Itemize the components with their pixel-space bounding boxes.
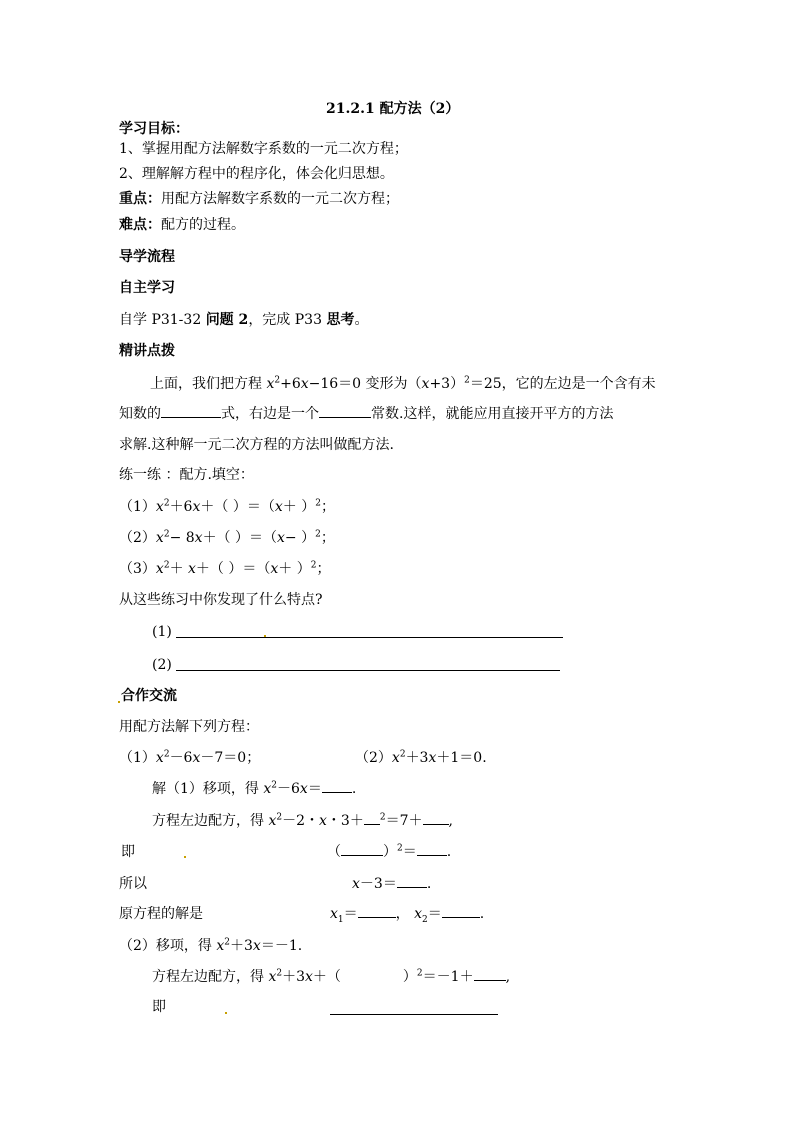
blank [417,843,447,856]
math-text: （ [327,844,341,860]
blank [319,405,371,418]
math-sup: 2 [224,937,230,948]
solution-2-step-3-blank [330,1014,498,1015]
solution-step-2: 方程左边配方，得 $x^2-2$・x・3＋ $^2$＝7＋ , [152,812,453,829]
math-text: ＝7＋ [385,813,423,829]
math-text: －3＝ [359,876,397,892]
blank [341,843,383,856]
math-text: ； [316,561,331,577]
math-var: x [216,938,225,954]
math-var: x [188,561,196,577]
math-sup: 2 [397,843,403,854]
math-text: ＝ [402,844,417,860]
math-text: －7＝0； [200,750,261,766]
solution-step-5: $x_1=$ ， $x_2=$ . [330,906,485,925]
math-var: x [155,561,164,577]
self-study-think: 思考 [326,312,355,328]
math-sup: 2 [163,560,170,571]
item-number: （1） [119,750,156,766]
math-sup: 2 [276,812,283,823]
solution-step-3-label: 即 [121,844,135,860]
math-var: x [266,376,275,392]
math-text: ＋1＝0. [436,750,487,766]
objectives-heading: 学习目标： [119,121,189,137]
math-sup: 2 [416,968,423,979]
math-text: ＋3 [405,750,429,766]
practice-item-2 [119,529,335,547]
math-var: x [274,499,283,515]
math-sup: 2 [379,812,386,823]
blank [161,405,221,418]
math-text: +3） [429,376,465,392]
math-var: x [428,750,437,766]
item-number: （1） [119,499,156,515]
lecture-text: ＝25，它的左边是一个含有未 [469,376,656,392]
cooperation-heading: 合作交流 [121,688,177,704]
stray-dot [264,635,266,637]
math-var: x [155,530,164,546]
solution-2-step-2: 方程左边配方，得 $x^2+3x+$（ ）$^2$＝－1＋ , [152,968,511,985]
math-text: 解（1）移项，得 [152,781,264,797]
item-number: （2） [119,530,156,546]
math-text: －6 [169,750,193,766]
math-text: +6 [280,376,301,392]
math-var: x [252,938,261,954]
lecture-text: 上面，我们把方程 [150,376,267,392]
math-var: x [330,906,338,922]
lecture-heading: 精讲点拨 [119,343,175,359]
math-text: ＋（ ）＝（ [202,530,278,546]
math-text: ＋（ [312,969,341,985]
difficulty-point [119,216,245,234]
math-var: x [391,750,400,766]
blank [322,780,352,793]
practice-question: 从这些练习中你发现了什么特点? [119,592,323,608]
math-var: x [277,530,285,546]
math-text: 方程左边配方，得 [152,969,269,985]
math-text: ＝ [307,781,322,797]
math-var: x [270,561,279,577]
math-sup: 2 [315,498,321,509]
math-text: ＋ ） [282,499,316,515]
math-var: x [352,876,360,892]
math-text: ； [320,530,335,546]
stray-dot [225,1012,227,1014]
stray-dot [118,701,120,703]
self-study-part5: 。 [354,312,369,328]
math-text: ＋ [169,561,189,577]
practice-heading: 练一练 ：配方.填空： [119,467,254,483]
lecture-text: 式，右边是一个 [221,406,319,422]
item-number: （3） [119,561,156,577]
math-sup: 2 [464,375,470,386]
math-text: ＝ [343,906,358,922]
math-text: − ） [284,530,316,546]
answer-2-line [176,670,560,671]
math-var: x [192,499,201,515]
blank [397,875,427,888]
math-var: x [194,530,203,546]
solution-2-step-3-label: 即 [152,999,166,1015]
answer-2-label: (2) [152,657,172,673]
math-sup: 2 [274,375,281,386]
math-sup: 2 [315,529,321,540]
math-text: ・3＋ [326,813,364,829]
solution-2-step-1 [119,937,302,955]
math-sup: 2 [163,749,170,760]
cooperation-task: 用配方法解下列方程： [119,719,259,735]
math-text: −16＝0 变形为（ [308,376,422,392]
math-var: x [268,813,277,829]
solution-step-5-label: 原方程的解是 [119,906,203,922]
lecture-text: 知数的 [119,406,161,422]
math-text: ＝－1＋ [422,969,474,985]
blank [364,812,380,825]
math-var: x [192,750,201,766]
difficulty-label: 难点： [119,217,161,233]
math-text: ＋（ ）＝（ [195,561,271,577]
self-study-part3: ，完成 P33 [248,312,327,328]
math-text: ＝ [427,906,442,922]
math-var: x [319,813,327,829]
objective-1: 1、掌握用配方法解数字系数的一元二次方程； [119,141,408,157]
math-var: x [268,969,277,985]
math-var: x [155,750,164,766]
item-number: （2） [355,750,392,766]
guide-heading: 导学流程 [119,249,175,265]
math-sup: 2 [399,749,406,760]
math-text: （2）移项，得 [119,938,217,954]
key-label: 重点： [119,191,161,207]
lecture-line-2 [119,405,613,423]
math-text: ） [402,969,417,985]
blank [474,968,506,981]
lecture-line-3: 求解.这种解一元二次方程的方法叫做配方法. [119,437,394,453]
answer-1-label: (1) [152,624,172,640]
math-var: x [299,781,308,797]
self-study-problem: 问题 2 [205,312,249,328]
math-text: ； [320,499,335,515]
blank [442,905,480,918]
math-sup: 2 [310,560,317,571]
math-text: ＋ ） [278,561,311,577]
lecture-line-1 [150,375,656,393]
solution-step-1: 解（1）移项，得 $x^2-6x=$ . [152,780,357,797]
practice-item-3 [119,560,330,578]
math-text: ＝－1. [260,938,303,954]
key-point [119,190,399,208]
page-title: 21.2.1 配方法（2） [326,101,460,117]
math-text: ＋3 [282,969,306,985]
math-sub: 1 [337,914,344,925]
objective-2: 2、理解解方程中的程序化，体会化归思想。 [119,166,394,182]
blank [358,905,396,918]
math-var: x [155,499,164,515]
math-text: －2・ [282,813,320,829]
math-sub: 2 [422,914,428,925]
math-text: ＋6 [169,499,193,515]
problem-2 [355,749,487,767]
math-sup: 2 [271,780,277,791]
solution-step-4-label: 所以 [119,876,147,892]
math-var: x [305,969,313,985]
lecture-text: 常数.这样，就能应用直接开平方的方法 [371,406,614,422]
problem-1 [119,749,260,767]
difficulty-text: 配方的过程。 [161,217,245,233]
self-study-text [119,311,368,329]
math-text: − 8 [169,530,195,546]
math-text: ＋3 [230,938,253,954]
answer-1-line [176,637,563,638]
key-text: 用配方法解数字系数的一元二次方程； [161,191,399,207]
math-text: －6 [277,781,300,797]
self-study-part1: 自学 P31-32 [119,312,206,328]
stray-dot [184,856,186,858]
math-var: x [421,376,430,392]
blank [423,812,449,825]
math-sup: 2 [163,529,170,540]
solution-step-3: （ ）$^2$＝ . [327,843,452,860]
math-sup: 2 [276,968,283,979]
math-var: x [300,376,309,392]
solution-step-4: x－3＝ . [352,876,432,892]
math-var: x [414,906,422,922]
math-text: ＋（ ）＝（ [200,499,275,515]
math-text: ） [383,844,397,860]
self-study-heading: 自主学习 [119,280,175,296]
practice-item-1 [119,498,335,516]
math-text: 方程左边配方，得 [152,813,269,829]
math-sup: 2 [163,498,170,509]
math-var: x [263,781,272,797]
